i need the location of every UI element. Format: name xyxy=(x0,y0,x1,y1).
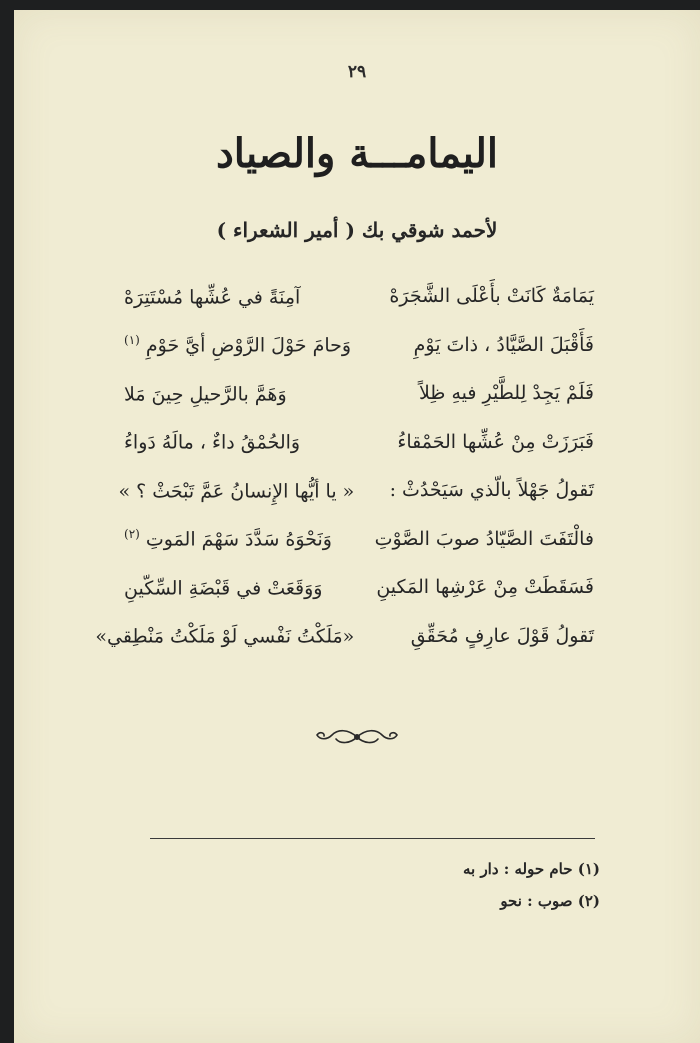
poem-verse xyxy=(124,321,594,370)
poem-verse xyxy=(124,369,594,418)
second-hemistich xyxy=(124,430,354,453)
second-hemistich-text: وَالحُمْقُ داءٌ ، مالَهُ دَواءُ xyxy=(124,431,301,454)
second-hemistich-text: وَنَحْوَهُ سَدَّدَ سَهْمَ المَوتِ xyxy=(145,528,332,551)
footnote-marker: (١) xyxy=(124,333,140,348)
footnote-divider xyxy=(150,838,595,839)
scroll-ornament-icon xyxy=(314,726,400,748)
second-hemistich xyxy=(124,576,354,599)
first-hemistich: فالْتَفَتَ الصَّيّادُ صوبَ الصَّوْتِ xyxy=(374,527,594,550)
poem-verse xyxy=(124,272,594,321)
second-hemistich xyxy=(124,333,354,356)
first-hemistich: تَقولُ قَوْلَ عارِفٍ مُحَقِّقِ xyxy=(410,624,594,647)
ornament-divider xyxy=(14,726,700,752)
second-hemistich xyxy=(124,285,354,308)
second-hemistich-text: «مَلَكْتُ نَفْسي لَوْ مَلَكْتُ مَنْطِقي» xyxy=(95,625,355,648)
second-hemistich xyxy=(124,527,354,550)
first-hemistich: تَقولُ جَهْلاً بالّذي سَيَحْدُثْ : xyxy=(389,479,594,502)
second-hemistich xyxy=(95,624,355,648)
footnotes xyxy=(463,860,600,924)
first-hemistich: فَبَرَزَتْ مِنْ عُشِّها الحَمْقاءُ xyxy=(397,430,594,453)
poem-verse xyxy=(118,466,594,515)
second-hemistich-text: وَوَقَعَتْ في قَبْضَةِ السِّكّينِ xyxy=(124,576,323,599)
second-hemistich-text: وَهَمَّ بالرَّحيلِ حِينَ مَلا xyxy=(124,382,287,405)
second-hemistich-text: « يا أيُّها الإِنسانُ عَمَّ تَبْحَثْ ؟ » xyxy=(118,479,355,502)
book-page xyxy=(14,10,700,1043)
poem-verse xyxy=(95,612,594,661)
second-hemistich-text: آمِنَةً في عُشِّها مُسْتَتِرَهْ xyxy=(124,285,301,308)
footnote: (١) حام حوله : دار به xyxy=(463,860,600,878)
second-hemistich-text: وَحامَ حَوْلَ الرَّوْضِ أيَّ حَوْمِ xyxy=(145,334,352,357)
poem-verse xyxy=(124,418,594,467)
page-number: ٢٩ xyxy=(347,62,367,82)
poem-verse xyxy=(124,515,594,564)
poem-verse xyxy=(124,563,594,612)
poem xyxy=(95,272,594,660)
author-byline: لأحمد شوقي بك ( أمير الشعراء ) xyxy=(216,218,498,242)
footnote: (٢) صوب : نحو xyxy=(500,892,600,910)
second-hemistich xyxy=(124,382,354,405)
first-hemistich: فَأَقْبَلَ الصَّيَّادُ ، ذاتَ يَوْمِ xyxy=(413,333,594,356)
first-hemistich: فَسَقَطَتْ مِنْ عَرْشِها المَكينِ xyxy=(376,576,594,599)
first-hemistich: فَلَمْ يَجِدْ لِلطَّيْرِ فيهِ ظِلاً xyxy=(418,382,594,405)
page-title: اليمامـــة والصياد xyxy=(215,130,498,177)
footnote-marker: (٢) xyxy=(124,527,140,542)
second-hemistich xyxy=(118,479,355,502)
first-hemistich: يَمَامَةٌ كَانَتْ بأَعْلَى الشَّجَرَهْ xyxy=(389,285,594,308)
